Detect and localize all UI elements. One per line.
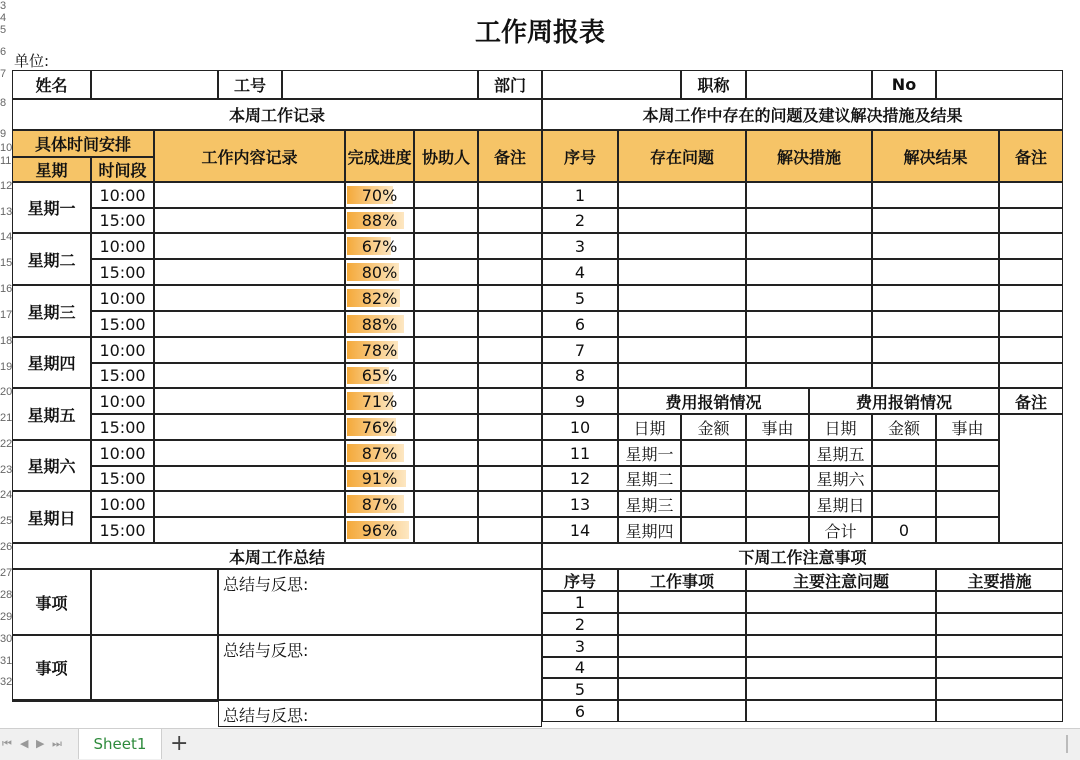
row-number: 22 [0,438,13,450]
time-cell[interactable]: 10:00 [91,337,154,363]
progress-value: 88% [361,314,398,334]
expense-amount-cell[interactable] [681,491,746,517]
expense-reason-header-right[interactable]: 事由 [936,414,999,440]
seq-cell[interactable]: 9 [542,388,618,414]
progress-cell[interactable] [345,208,414,233]
summary-item-cell[interactable] [91,569,218,635]
progress-value: 67% [361,236,398,256]
helper-cell[interactable] [414,337,478,363]
helper-cell[interactable] [414,414,478,440]
measure-cell[interactable] [746,259,872,285]
day-cell[interactable]: 星期六 [12,440,91,491]
measure-cell[interactable] [746,363,872,388]
header-measure[interactable]: 解决措施 [746,130,872,182]
expense-day-cell-right[interactable]: 星期日 [809,491,872,517]
next-week-item-cell[interactable] [618,613,746,635]
progress-cell[interactable] [345,414,414,440]
expense-amount-cell[interactable] [681,440,746,466]
input-employee-id[interactable] [282,70,478,99]
next-week-issue-header[interactable]: 主要注意问题 [746,569,936,591]
progress-value: 82% [361,288,398,308]
problem-remark-cell[interactable] [999,233,1063,259]
prev-sheet-icon[interactable]: ◀ [20,737,29,750]
problem-cell[interactable] [618,337,746,363]
time-cell[interactable]: 15:00 [91,363,154,388]
next-week-measure-cell[interactable] [936,613,1063,635]
remark-cell[interactable] [478,466,542,491]
label-employee-id[interactable]: 工号 [218,70,282,99]
problem-remark-cell[interactable] [999,259,1063,285]
expense-amount-cell-right[interactable] [872,466,936,491]
day-cell[interactable]: 星期日 [12,491,91,543]
time-cell[interactable]: 10:00 [91,285,154,311]
row-number: 12 [0,180,13,192]
header-day[interactable]: 星期 [12,157,91,182]
next-week-issue-cell[interactable] [746,678,936,700]
expense-day-cell-right[interactable]: 合计 [809,517,872,543]
next-week-seq-cell[interactable]: 3 [542,635,618,657]
progress-cell[interactable] [345,285,414,311]
problem-cell[interactable] [618,259,746,285]
result-cell[interactable] [872,285,999,311]
input-department[interactable] [542,70,681,99]
remark-cell[interactable] [478,517,542,543]
remark-cell[interactable] [478,491,542,517]
row-number: 20 [0,386,13,398]
problem-cell[interactable] [618,233,746,259]
label-position[interactable]: 职称 [681,70,746,99]
row-number: 27 [0,567,13,579]
row-number: 28 [0,589,13,601]
summary-reflection-cell[interactable]: 总结与反思: [218,569,542,635]
seq-cell[interactable]: 7 [542,337,618,363]
result-cell[interactable] [872,363,999,388]
progress-cell[interactable] [345,517,414,543]
problem-cell[interactable] [618,285,746,311]
input-position[interactable] [746,70,872,99]
summary-reflection-cell[interactable]: 总结与反思: [218,700,542,727]
label-name[interactable]: 姓名 [12,70,91,99]
first-sheet-icon[interactable]: ⏮ [2,737,12,750]
row-number: 29 [0,611,13,623]
work-content-cell[interactable] [154,285,345,311]
expense-reason-cell-right[interactable] [936,491,999,517]
problem-cell[interactable] [618,182,746,208]
next-week-seq-cell[interactable]: 6 [542,700,618,722]
progress-value: 71% [361,391,398,411]
next-week-seq-cell[interactable]: 5 [542,678,618,700]
day-cell[interactable]: 星期一 [12,182,91,233]
expense-remark-header[interactable]: 备注 [999,388,1063,414]
row-number: 13 [0,206,13,218]
progress-value: 96% [361,520,398,540]
header-remark-right[interactable]: 备注 [999,130,1063,182]
problem-cell[interactable] [618,311,746,337]
expense-day-cell[interactable]: 星期一 [618,440,681,466]
row-number: 30 [0,633,13,645]
row-number: 16 [0,283,13,295]
last-sheet-icon[interactable]: ⏭ [52,737,62,750]
summary-item-cell[interactable] [91,700,218,702]
row-number: 9 [0,128,7,140]
expense-reason-cell-right[interactable] [936,466,999,491]
progress-cell[interactable] [345,182,414,208]
work-content-cell[interactable] [154,388,345,414]
remark-cell[interactable] [478,208,542,233]
row-number: 6 [0,46,7,58]
helper-cell[interactable] [414,208,478,233]
work-content-cell[interactable] [154,517,345,543]
expense-reason-cell[interactable] [746,517,809,543]
row-number: 17 [0,309,13,321]
seq-cell[interactable]: 8 [542,363,618,388]
progress-cell[interactable] [345,388,414,414]
header-time-schedule[interactable]: 具体时间安排 [12,130,154,157]
problem-remark-cell[interactable] [999,363,1063,388]
work-content-cell[interactable] [154,491,345,517]
result-cell[interactable] [872,311,999,337]
helper-cell[interactable] [414,285,478,311]
row-number: 15 [0,257,13,269]
expense-reason-cell[interactable] [746,440,809,466]
time-cell[interactable]: 10:00 [91,388,154,414]
row-number: 3 [0,0,7,12]
row-number: 14 [0,231,13,243]
next-week-issue-cell[interactable] [746,591,936,613]
next-week-measure-cell[interactable] [936,591,1063,613]
row-number: 25 [0,515,13,527]
measure-cell[interactable] [746,285,872,311]
row-number: 7 [0,68,7,80]
row-number: 23 [0,464,13,476]
progress-value: 87% [361,494,398,514]
summary-reflection-cell[interactable]: 总结与反思: [218,635,542,700]
progress-value: 76% [361,417,398,437]
time-cell[interactable]: 15:00 [91,208,154,233]
measure-cell[interactable] [746,311,872,337]
remark-cell[interactable] [478,182,542,208]
progress-cell[interactable] [345,311,414,337]
expense-amount-cell[interactable] [681,517,746,543]
next-week-measure-header[interactable]: 主要措施 [936,569,1063,591]
helper-cell[interactable] [414,259,478,285]
work-content-cell[interactable] [154,414,345,440]
remark-cell[interactable] [478,440,542,466]
progress-value: 65% [361,366,398,385]
result-cell[interactable] [872,182,999,208]
seq-cell[interactable]: 1 [542,182,618,208]
measure-cell[interactable] [746,208,872,233]
day-cell[interactable]: 星期四 [12,337,91,388]
next-week-seq-cell[interactable]: 4 [542,657,618,678]
next-week-issue-cell[interactable] [746,613,936,635]
next-week-item-cell[interactable] [618,678,746,700]
expense-title-right[interactable]: 费用报销情况 [809,388,999,414]
work-content-cell[interactable] [154,233,345,259]
input-no[interactable] [936,70,1063,99]
next-week-item-cell[interactable] [618,657,746,678]
work-content-cell[interactable] [154,182,345,208]
summary-item-label[interactable]: 事项 [12,635,91,700]
progress-cell[interactable] [345,233,414,259]
time-cell[interactable]: 10:00 [91,233,154,259]
seq-cell[interactable]: 14 [542,517,618,543]
expense-amount-cell[interactable] [681,466,746,491]
label-no[interactable]: No [872,70,936,99]
next-week-seq-cell[interactable]: 1 [542,591,618,613]
next-sheet-icon[interactable]: ▶ [36,737,45,750]
summary-item-cell[interactable] [91,635,218,700]
progress-cell[interactable] [345,440,414,466]
seq-cell[interactable]: 5 [542,285,618,311]
header-seq[interactable]: 序号 [542,130,618,182]
summary-item-label[interactable] [12,700,91,702]
problem-remark-cell[interactable] [999,285,1063,311]
expense-title-left[interactable]: 费用报销情况 [618,388,809,414]
row-number: 5 [0,24,7,36]
helper-cell[interactable] [414,363,478,388]
work-content-cell[interactable] [154,466,345,491]
next-week-issue-cell[interactable] [746,657,936,678]
expense-reason-cell-right[interactable] [936,517,999,543]
remark-cell[interactable] [478,285,542,311]
progress-cell[interactable] [345,259,414,285]
work-content-cell[interactable] [154,259,345,285]
row-number: 19 [0,361,13,373]
add-sheet-button[interactable]: + [170,731,189,756]
time-cell[interactable]: 15:00 [91,259,154,285]
summary-item-label[interactable]: 事项 [12,569,91,635]
time-cell[interactable]: 15:00 [91,517,154,543]
expense-day-cell[interactable]: 星期四 [618,517,681,543]
expense-amount-cell-right[interactable] [872,440,936,466]
measure-cell[interactable] [746,233,872,259]
section-title-next-week[interactable]: 下周工作注意事项 [542,543,1063,569]
next-week-measure-cell[interactable] [936,657,1063,678]
seq-cell[interactable]: 4 [542,259,618,285]
row-number: 11 [0,155,12,167]
header-helper[interactable]: 协助人 [414,130,478,182]
time-cell[interactable]: 10:00 [91,491,154,517]
result-cell[interactable] [872,233,999,259]
day-cell[interactable]: 星期五 [12,388,91,440]
progress-cell[interactable] [345,491,414,517]
section-title-work-record[interactable]: 本周工作记录 [12,99,542,130]
sheet-tab-sheet1[interactable]: Sheet1 [78,729,162,759]
time-cell[interactable]: 15:00 [91,311,154,337]
section-title-summary[interactable]: 本周工作总结 [12,543,542,569]
remark-cell[interactable] [478,388,542,414]
time-cell[interactable]: 15:00 [91,466,154,491]
measure-cell[interactable] [746,337,872,363]
seq-cell[interactable]: 11 [542,440,618,466]
header-problem[interactable]: 存在问题 [618,130,746,182]
next-week-item-header[interactable]: 工作事项 [618,569,746,591]
remark-cell[interactable] [478,414,542,440]
next-week-item-cell[interactable] [618,700,746,722]
next-week-measure-cell[interactable] [936,700,1063,722]
seq-cell[interactable]: 12 [542,466,618,491]
work-content-cell[interactable] [154,311,345,337]
time-cell[interactable]: 10:00 [91,440,154,466]
problem-cell[interactable] [618,363,746,388]
section-title-problems[interactable]: 本周工作中存在的问题及建议解决措施及结果 [542,99,1063,130]
measure-cell[interactable] [746,182,872,208]
expense-reason-cell[interactable] [746,466,809,491]
row-number: 32 [0,676,13,688]
row-number: 26 [0,541,13,553]
expense-day-cell[interactable]: 星期二 [618,466,681,491]
next-week-seq-header[interactable]: 序号 [542,569,618,591]
problem-remark-cell[interactable] [999,337,1063,363]
remark-cell[interactable] [478,311,542,337]
expense-day-cell[interactable]: 星期三 [618,491,681,517]
input-name[interactable] [91,70,218,99]
seq-cell[interactable]: 6 [542,311,618,337]
expense-amount-header[interactable]: 金额 [681,414,746,440]
progress-value: 80% [361,262,398,282]
result-cell[interactable] [872,208,999,233]
progress-value: 87% [361,443,398,463]
work-content-cell[interactable] [154,208,345,233]
expense-day-cell-right[interactable]: 星期五 [809,440,872,466]
row-number: 31 [0,655,13,667]
expense-date-header-right[interactable]: 日期 [809,414,872,440]
work-content-cell[interactable] [154,337,345,363]
row-number: 4 [0,12,7,24]
report-title: 工作周报表 [474,17,605,48]
result-cell[interactable] [872,337,999,363]
progress-value: 70% [361,185,398,205]
header-result[interactable]: 解决结果 [872,130,999,182]
header-progress[interactable]: 完成进度 [345,130,414,182]
sheet-tab-bar [0,728,1080,760]
progress-value: 88% [361,211,398,230]
row-number: 8 [0,97,7,109]
expense-amount-header-right[interactable]: 金额 [872,414,936,440]
row-number: 21 [0,412,13,424]
helper-cell[interactable] [414,491,478,517]
next-week-item-cell[interactable] [618,591,746,613]
header-remark[interactable]: 备注 [478,130,542,182]
next-week-seq-cell[interactable]: 2 [542,613,618,635]
remark-cell[interactable] [478,363,542,388]
expense-remark-cell[interactable] [999,414,1063,543]
progress-cell[interactable] [345,466,414,491]
remark-cell[interactable] [478,259,542,285]
progress-cell[interactable] [345,337,414,363]
row-number: 10 [0,142,13,154]
helper-cell[interactable] [414,182,478,208]
next-week-measure-cell[interactable] [936,635,1063,657]
helper-cell[interactable] [414,440,478,466]
progress-value: 91% [361,469,398,488]
seq-cell[interactable]: 10 [542,414,618,440]
remark-cell[interactable] [478,337,542,363]
scrollbar-handle[interactable] [1066,735,1068,753]
day-cell[interactable]: 星期二 [12,233,91,285]
progress-cell[interactable] [345,363,414,388]
time-cell[interactable]: 10:00 [91,182,154,208]
expense-reason-header[interactable]: 事由 [746,414,809,440]
seq-cell[interactable]: 13 [542,491,618,517]
header-time-period[interactable]: 时间段 [91,157,154,182]
expense-amount-cell-right[interactable] [872,491,936,517]
day-cell[interactable]: 星期三 [12,285,91,337]
helper-cell[interactable] [414,466,478,491]
unit-label: 单位: [14,51,50,70]
problem-remark-cell[interactable] [999,182,1063,208]
label-department[interactable]: 部门 [478,70,542,99]
row-number: 24 [0,489,13,501]
expense-day-cell-right[interactable]: 星期六 [809,466,872,491]
progress-value: 78% [361,340,398,360]
next-week-issue-cell[interactable] [746,635,936,657]
expense-amount-cell-right[interactable]: 0 [872,517,936,543]
work-content-cell[interactable] [154,440,345,466]
problem-remark-cell[interactable] [999,311,1063,337]
header-work-content[interactable]: 工作内容记录 [154,130,345,182]
problem-remark-cell[interactable] [999,208,1063,233]
next-week-measure-cell[interactable] [936,678,1063,700]
expense-reason-cell[interactable] [746,491,809,517]
next-week-item-cell[interactable] [618,635,746,657]
helper-cell[interactable] [414,517,478,543]
remark-cell[interactable] [478,233,542,259]
helper-cell[interactable] [414,311,478,337]
helper-cell[interactable] [414,233,478,259]
expense-reason-cell-right[interactable] [936,440,999,466]
expense-date-header[interactable]: 日期 [618,414,681,440]
result-cell[interactable] [872,259,999,285]
seq-cell[interactable]: 3 [542,233,618,259]
time-cell[interactable]: 15:00 [91,414,154,440]
work-content-cell[interactable] [154,363,345,388]
row-number: 18 [0,335,13,347]
helper-cell[interactable] [414,388,478,414]
next-week-issue-cell[interactable] [746,700,936,722]
problem-cell[interactable] [618,208,746,233]
seq-cell[interactable]: 2 [542,208,618,233]
